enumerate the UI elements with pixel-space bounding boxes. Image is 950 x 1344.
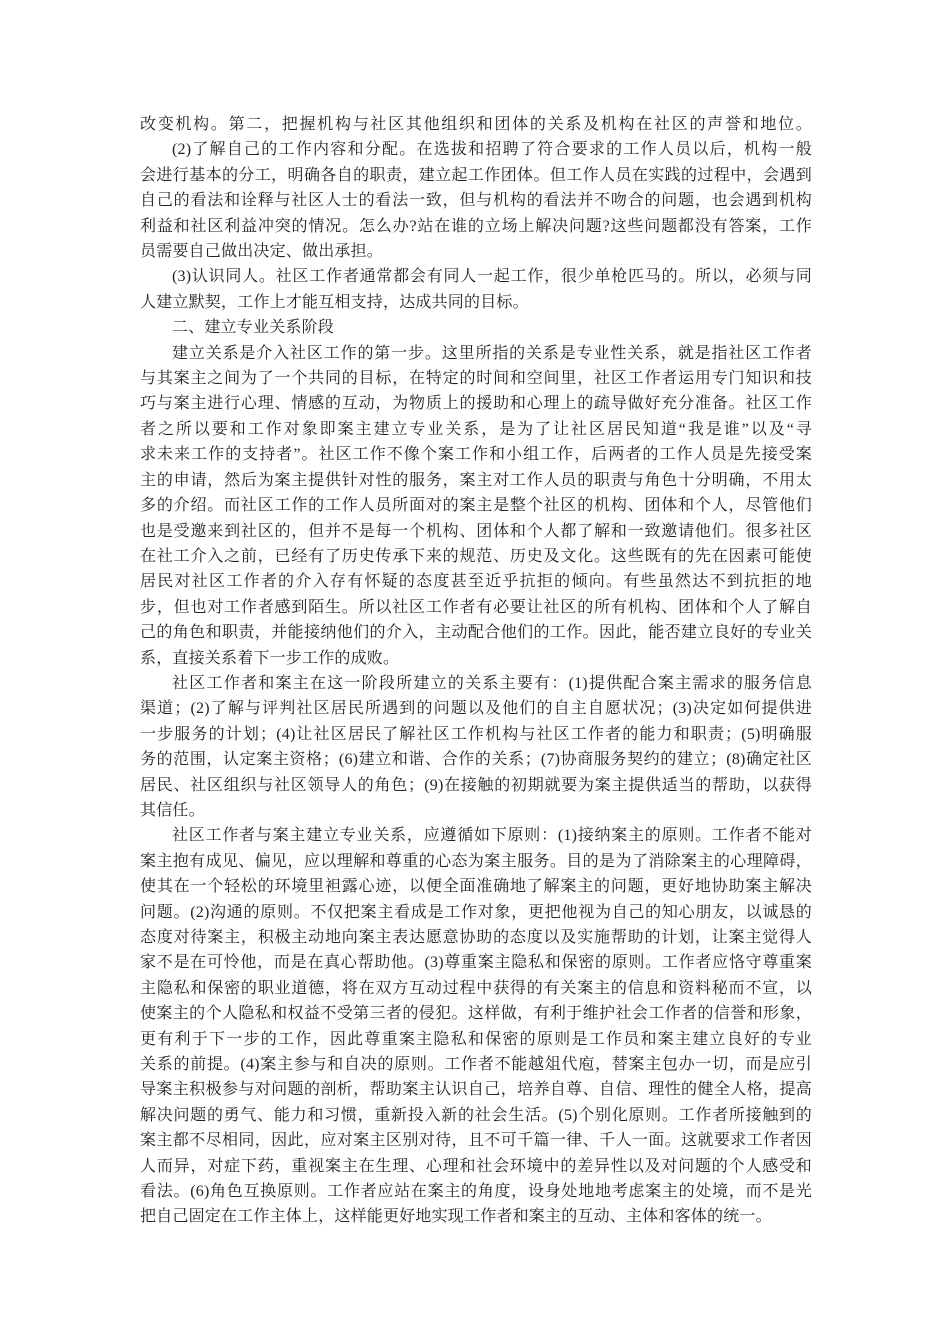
- text-line: 其信任。: [140, 801, 205, 819]
- text-line: 也是受邀来到社区的，但并不是每一个机构、团体和个人都了解和一致邀请他们。很多社区: [140, 522, 812, 540]
- text-line: (2)了解自己的工作内容和分配。在选拔和招聘了符合要求的工作人员以后，机构一般: [172, 141, 812, 159]
- text-line: 把自己固定在工作主体上，这样能更好地实现工作者和案主的互动、主体和客体的统一。: [140, 1208, 772, 1226]
- text-content: [140, 112, 812, 1230]
- text-line: 员需要自己做出决定、做出承担。: [140, 243, 384, 261]
- text-line: 改变机构。第二，把握机构与社区其他组织和团体的关系及机构在社区的声誉和地位。: [140, 116, 812, 133]
- text-line: 更有利于下一步的工作，因此尊重案主隐私和保密的原则是工作员和案主建立良好的专业: [140, 1030, 812, 1048]
- text-line: 渠道；(2)了解与评判社区居民所遇到的问题以及他们的自主自愿状况；(3)决定如何提供进: [140, 700, 812, 718]
- text-line: 在社工介入之前，已经有了历史传承下来的规范、历史及文化。这些既有的先在因素可能使: [140, 547, 812, 565]
- text-line: 建立关系是介入社区工作的第一步。这里所指的关系是专业性关系，就是指社区工作者: [172, 344, 812, 362]
- text-line: 案主都不尽相同，因此，应对案主区别对待，且不可千篇一律、千人一面。这就要求工作者因: [140, 1132, 812, 1150]
- text-line: 己的角色和职责，并能接纳他们的介入，主动配合他们的工作。因此，能否建立良好的专业关: [140, 624, 812, 642]
- text-line: 态度对待案主，积极主动地向案主表达愿意协助的态度以及实施帮助的计划，让案主觉得人: [140, 929, 812, 946]
- text-line: 多的介绍。而社区工作的工作人员所面对的案主是整个社区的机构、团体和个人，尽管他们: [140, 497, 812, 515]
- text-line: 步，但也对工作者感到陌生。所以社区工作者有必要让社区的所有机构、团体和个人了解自: [140, 598, 812, 616]
- text-line: 家不是在可怜他，而是在真心帮助他。(3)尊重案主隐私和保密的原则。工作者应恪守尊重案: [140, 954, 812, 972]
- text-line: 导案主积极参与对问题的剖析，帮助案主认识自己，培养自尊、自信、理性的健全人格，提高: [140, 1081, 812, 1099]
- text-line: 使其在一个轻松的环境里袒露心迹，以便全面准确地了解案主的问题，更好地协助案主解决: [140, 878, 812, 896]
- text-line: 主隐私和保密的职业道德，将在双方互动过程中获得的有关案主的信息和资料秘而不宣，以: [140, 979, 812, 997]
- text-line: 主的申请，然后为案主提供针对性的服务，案主对工作人员的职责与角色十分明确，不用太: [140, 471, 812, 489]
- text-line: 巧与案主进行心理、情感的互动，为物质上的援助和心理上的疏导做好充分准备。社区工作: [140, 395, 812, 413]
- text-line: 社区工作者与案主建立专业关系，应遵循如下原则：(1)接纳案主的原则。工作者不能对: [172, 827, 812, 845]
- text-line: 居民、社区组织与社区领导人的角色；(9)在接触的初期就要为案主提供适当的帮助，以获得: [140, 776, 812, 794]
- text-line: 人而异，对症下药，重视案主在生理、心理和社会环境中的差异性以及对问题的个人感受和: [140, 1157, 812, 1175]
- text-line: 看法。(6)角色互换原则。工作者应站在案主的角度，设身处地地考虑案主的处境，而不是光: [140, 1183, 812, 1201]
- text-line: 会进行基本的分工，明确各自的职责，建立起工作团体。但工作人员在实践的过程中，会遇到: [140, 166, 812, 184]
- text-line: 社区工作者和案主在这一阶段所建立的关系主要有：(1)提供配合案主需求的服务信息: [172, 674, 812, 692]
- text-line: 解决问题的勇气、能力和习惯，重新投入新的社会生活。(5)个别化原则。工作者所接触到的: [140, 1106, 812, 1124]
- text-line: 人建立默契，工作上才能互相支持，达成共同的目标。: [140, 293, 529, 311]
- text-line: 问题。(2)沟通的原则。不仅把案主看成是工作对象，更把他视为自己的知心朋友，以诚恳的: [140, 903, 812, 921]
- text-line: 使案主的个人隐私和权益不受第三者的侵犯。这样做，有利于维护社会工作者的信誉和形象，: [140, 1005, 812, 1023]
- text-line: 与其案主之间为了一个共同的目标，在特定的时间和空间里，社区工作者运用专门知识和技: [140, 370, 812, 388]
- text-line: 利益和社区利益冲突的情况。怎么办?站在谁的立场上解决问题?这些问题都没有答案，工作: [140, 217, 812, 235]
- text-line: 关系的前提。(4)案主参与和自决的原则。工作者不能越俎代庖，替案主包办一切，而是应引: [140, 1056, 812, 1074]
- text-line: (3)认识同人。社区工作者通常都会有同人一起工作，很少单枪匹马的。所以，必须与同: [172, 268, 812, 286]
- text-line: 一步服务的计划；(4)让社区居民了解社区工作机构与社区工作者的能力和职责；(5)明确服: [140, 725, 812, 743]
- text-line: 居民对社区工作者的介入存有怀疑的态度甚至近乎抗拒的倾向。有些虽然达不到抗拒的地: [140, 573, 812, 591]
- text-line: 系，直接关系着下一步工作的成败。: [140, 649, 400, 667]
- text-line: 案主抱有成见、偏见，应以理解和尊重的心态为案主服务。目的是为了消除案主的心理障碍，: [140, 852, 812, 870]
- text-line: 务的范围，认定案主资格；(6)建立和谐、合作的关系；(7)协商服务契约的建立；(8)确定社区: [140, 751, 812, 769]
- text-line: 求未来工作的支持者”。社区工作不像个案工作和小组工作，后两者的工作人员是先接受案: [140, 446, 812, 464]
- text-line: 者之所以要和工作对象即案主建立专业关系，是为了让社区居民知道“我是谁”以及“寻: [140, 420, 812, 438]
- text-line: 自己的看法和诠释与社区人士的看法一致，但与机构的看法并不吻合的问题，也会遇到机构: [140, 192, 812, 210]
- text-line: 二、建立专业关系阶段: [172, 319, 335, 337]
